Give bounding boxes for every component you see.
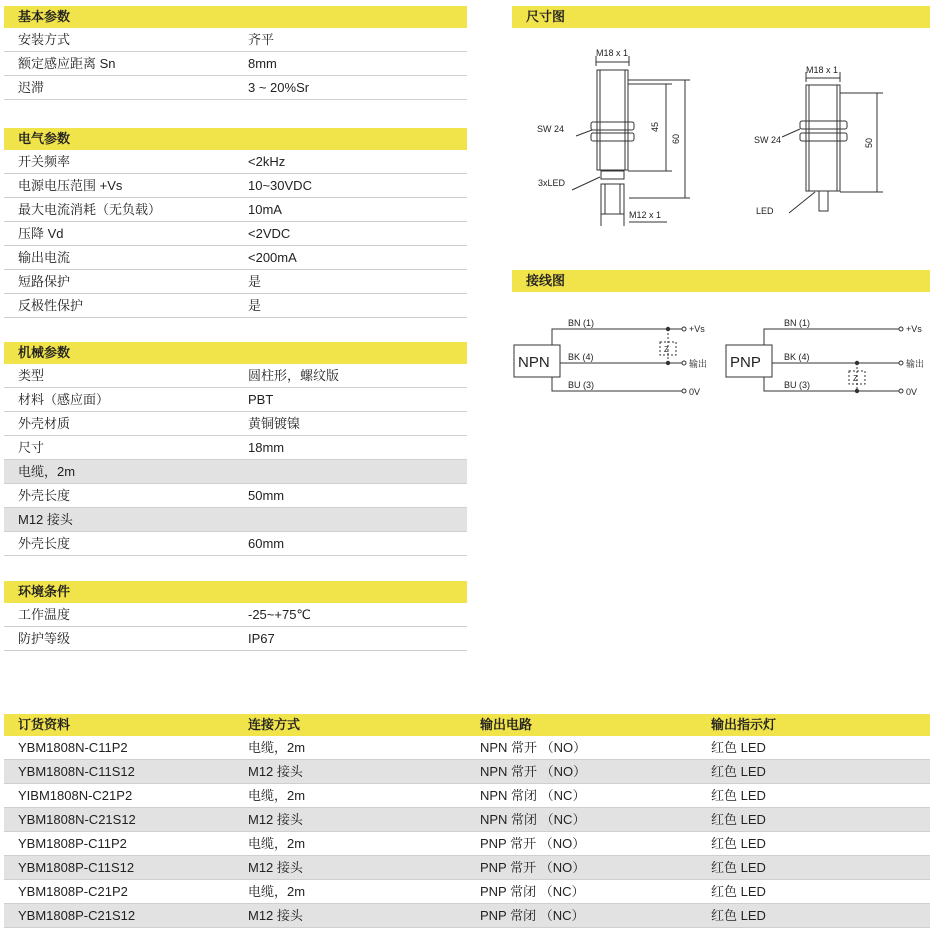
spec-value: 8mm	[248, 56, 277, 71]
spec-key: 外壳材质	[18, 416, 71, 431]
spec-key: 工作温度	[18, 607, 71, 622]
spec-value: 是	[248, 298, 262, 313]
led-cell: 红色 LED	[711, 740, 766, 755]
spec-row	[4, 246, 467, 270]
spec-value: 18mm	[248, 440, 285, 455]
led-label: LED	[756, 206, 774, 216]
thread-label: M18 x 1	[806, 65, 839, 75]
spec-value: 3 ~ 20%Sr	[248, 80, 310, 95]
spec-key: 迟滞	[18, 80, 45, 95]
spec-value: <2kHz	[248, 154, 286, 169]
spec-key: 外壳长度	[18, 536, 71, 551]
order-header-model: 订货资料	[18, 717, 71, 732]
order-header-output: 输出电路	[480, 717, 533, 732]
spec-row	[4, 150, 467, 174]
spec-value: <200mA	[248, 250, 297, 265]
thread-label: M18 x 1	[596, 48, 629, 58]
spec-key: 开关频率	[18, 154, 71, 169]
spec-key: 压降 Vd	[18, 226, 64, 241]
table-row	[4, 760, 930, 784]
spec-value: 圆柱形，螺纹版	[248, 368, 340, 383]
supply-label: +Vs	[906, 324, 922, 334]
output-label: 输出	[689, 359, 708, 369]
model-cell: YBM1808N-C21S12	[18, 812, 136, 827]
order-table-header	[4, 714, 930, 736]
spec-key: 电源电压范围 +Vs	[18, 178, 123, 193]
spec-row	[4, 364, 467, 388]
spec-value: 50mm	[248, 488, 285, 503]
spec-row	[4, 270, 467, 294]
table-row	[4, 808, 930, 832]
model-cell: YBM1808N-C11S12	[18, 764, 135, 779]
spec-row	[4, 484, 467, 508]
spec-key: 电缆，2m	[18, 464, 76, 479]
pnp-label: PNP	[730, 354, 761, 371]
connection-cell: M12 接头	[248, 908, 303, 923]
spec-row	[4, 532, 467, 556]
spec-key: 外壳长度	[18, 488, 71, 503]
wire-bk-label: BK (4)	[784, 352, 810, 362]
output-cell: NPN 常闭 （NC）	[480, 812, 586, 827]
spec-row	[4, 412, 467, 436]
output-cell: NPN 常开 （NO）	[480, 740, 587, 755]
order-header-led: 输出指示灯	[711, 717, 777, 732]
load-label: Z	[853, 374, 858, 383]
led-cell: 红色 LED	[711, 908, 766, 923]
table-row	[4, 904, 930, 928]
connection-cell: 电缆，2m	[248, 740, 306, 755]
spec-value: PBT	[248, 392, 274, 407]
connection-cell: M12 接头	[248, 764, 303, 779]
led-cell: 红色 LED	[711, 836, 766, 851]
output-cell: PNP 常闭 （NC）	[480, 884, 585, 899]
spec-value: 是	[248, 274, 262, 289]
spec-key: 类型	[18, 368, 45, 383]
spec-key: 额定感应距离 Sn	[18, 56, 116, 71]
spec-key: 防护等级	[18, 631, 71, 646]
spec-value: <2VDC	[248, 226, 291, 241]
wire-bn-label: BN (1)	[568, 318, 595, 328]
ground-label: 0V	[906, 387, 918, 397]
table-row	[4, 832, 930, 856]
spec-key: 最大电流消耗（无负载）	[18, 202, 162, 217]
spec-subheader-row	[4, 460, 467, 484]
output-cell: NPN 常开 （NO）	[480, 764, 587, 779]
spec-value: 60mm	[248, 536, 285, 551]
connection-cell: M12 接头	[248, 812, 303, 827]
order-header-connection: 连接方式	[248, 717, 301, 732]
ground-label: 0V	[689, 387, 701, 397]
length-label: 45	[650, 121, 660, 132]
output-cell: PNP 常开 （NO）	[480, 836, 586, 851]
wire-bu-label: BU (3)	[784, 380, 811, 390]
supply-label: +Vs	[689, 324, 705, 334]
table-row	[4, 880, 930, 904]
basic-params-section	[4, 6, 467, 100]
section-header: 基本参数	[4, 6, 467, 28]
led-cell: 红色 LED	[711, 860, 766, 875]
led-cell: 红色 LED	[711, 788, 766, 803]
model-cell: YBM1808P-C21S12	[18, 908, 136, 923]
spec-value: 10~30VDC	[248, 178, 312, 193]
spec-value: 齐平	[248, 32, 275, 47]
wire-bu-label: BU (3)	[568, 380, 595, 390]
table-row	[4, 856, 930, 880]
spec-key: 短路保护	[18, 274, 71, 289]
table-row	[4, 736, 930, 760]
spec-key: M12 接头	[18, 512, 73, 527]
connection-cell: 电缆，2m	[248, 884, 306, 899]
spec-row	[4, 28, 467, 52]
spec-key: 材料（感应面）	[18, 392, 110, 407]
spec-row	[4, 603, 467, 627]
led-cell: 红色 LED	[711, 884, 766, 899]
output-cell: PNP 常闭 （NC）	[480, 908, 585, 923]
section-header: 电气参数	[4, 128, 467, 150]
model-cell: YIBM1808N-C21P2	[18, 788, 133, 803]
spec-row	[4, 436, 467, 460]
section-header: 尺寸图	[512, 6, 930, 28]
output-label: 输出	[906, 359, 925, 369]
spec-key: 输出电流	[18, 250, 71, 265]
connection-cell: 电缆，2m	[248, 836, 306, 851]
model-cell: YBM1808P-C21P2	[18, 884, 128, 899]
spec-row	[4, 627, 467, 651]
spec-row	[4, 52, 467, 76]
load-label: Z	[664, 345, 669, 354]
length-label: 50	[864, 137, 874, 148]
dimension-section	[512, 6, 930, 28]
table-row	[4, 784, 930, 808]
spec-row	[4, 388, 467, 412]
connection-cell: M12 接头	[248, 860, 303, 875]
led-cell: 红色 LED	[711, 812, 766, 827]
environment-section	[4, 581, 467, 651]
spec-row	[4, 174, 467, 198]
electrical-params-section	[4, 128, 467, 318]
wrench-size-label: SW 24	[537, 124, 565, 134]
section-header: 机械参数	[4, 342, 467, 364]
output-cell: PNP 常开 （NO）	[480, 860, 586, 875]
npn-label: NPN	[518, 354, 550, 371]
dimension-drawing	[512, 40, 930, 240]
wiring-diagram	[512, 315, 930, 405]
wire-bk-label: BK (4)	[568, 352, 594, 362]
spec-value: 黄铜镀镍	[248, 416, 301, 431]
total-length-label: 60	[671, 133, 681, 144]
model-cell: YBM1808N-C11P2	[18, 740, 128, 755]
output-cell: NPN 常闭 （NC）	[480, 788, 586, 803]
spec-subheader-row	[4, 508, 467, 532]
model-cell: YBM1808P-C11P2	[18, 836, 127, 851]
spec-value: 10mA	[248, 202, 282, 217]
spec-row	[4, 198, 467, 222]
wiring-section	[512, 270, 930, 292]
connection-cell: 电缆，2m	[248, 788, 306, 803]
spec-key: 尺寸	[18, 440, 45, 455]
order-table	[4, 714, 930, 928]
spec-key: 安装方式	[18, 32, 71, 47]
spec-row	[4, 76, 467, 100]
section-header: 接线图	[512, 270, 930, 292]
model-cell: YBM1808P-C11S12	[18, 860, 135, 875]
spec-value: IP67	[248, 631, 275, 646]
mechanical-params-section	[4, 342, 467, 556]
section-header: 环境条件	[4, 581, 467, 603]
led-label: 3xLED	[538, 178, 566, 188]
spec-key: 反极性保护	[18, 298, 84, 313]
spec-row	[4, 222, 467, 246]
wire-bn-label: BN (1)	[784, 318, 811, 328]
led-cell: 红色 LED	[711, 764, 766, 779]
wrench-size-label: SW 24	[754, 135, 782, 145]
spec-value: -25~+75℃	[248, 607, 312, 622]
connector-thread-label: M12 x 1	[629, 210, 662, 220]
spec-row	[4, 294, 467, 318]
